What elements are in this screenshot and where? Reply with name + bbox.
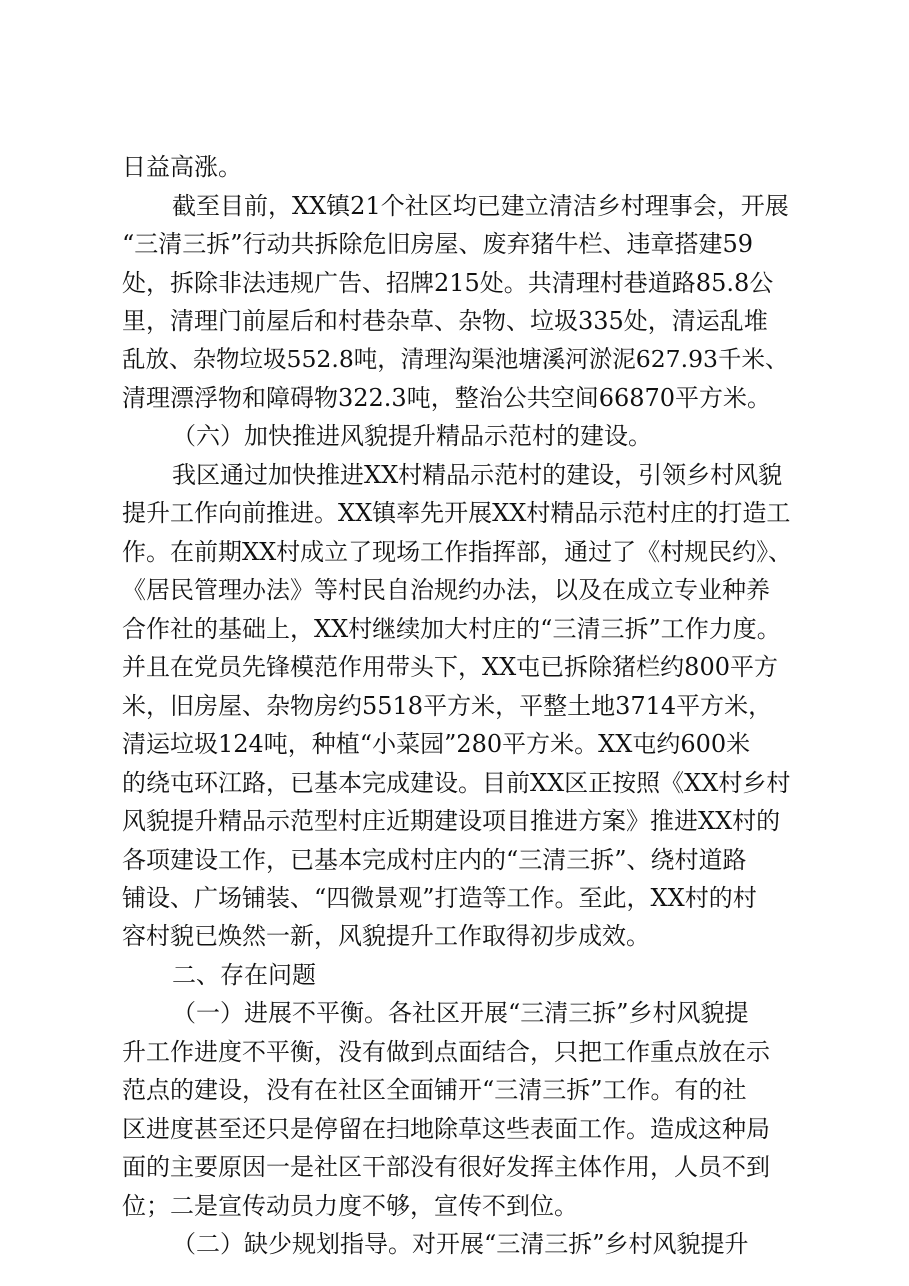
text-line: 提升工作向前推进。XX镇率先开展XX村精品示范村庄的打造工 [122, 499, 791, 527]
text-line: 铺设、广场铺装、“四微景观”打造等工作。至此，XX村的村 [122, 884, 757, 912]
text-line: 米，旧房屋、杂物房约5518平方米，平整土地3714平方米， [122, 692, 773, 720]
text-line: 区进度甚至还只是停留在扫地除草这些表面工作。造成这种局 [122, 1115, 770, 1143]
text-line: 《居民管理办法》等村民自治规约办法，以及在成立专业种养 [122, 576, 770, 604]
text-line: 面的主要原因一是社区干部没有很好发挥主体作用，人员不到 [122, 1153, 770, 1181]
text-line: 升工作进度不平衡，没有做到点面结合，只把工作重点放在示 [122, 1038, 770, 1066]
text-line: 日益高涨。 [122, 153, 242, 181]
text-line: 我区通过加快推进XX村精品示范村的建设，引领乡村风貌 [172, 461, 783, 489]
section-heading: （六）加快推进风貌提升精品示范村的建设。 [172, 422, 652, 450]
text-line: 的绕屯环江路，已基本完成建设。目前XX区正按照《XX村乡村 [122, 769, 791, 797]
text-line: 容村貌已焕然一新，风貌提升工作取得初步成效。 [122, 922, 650, 950]
text-line: 合作社的基础上，XX村继续加大村庄的“三清三拆”工作力度。 [122, 615, 781, 643]
text-line: 清理漂浮物和障碍物322.3吨，整治公共空间66870平方米。 [122, 384, 772, 412]
text-line: （二）缺少规划指导。对开展“三清三拆”乡村风貌提升 [172, 1230, 749, 1258]
text-line: （一）进展不平衡。各社区开展“三清三拆”乡村风貌提 [172, 999, 749, 1027]
text-line: 作。在前期XX村成立了现场工作指挥部，通过了《村规民约》、 [122, 538, 793, 566]
text-line: 各项建设工作，已基本完成村庄内的“三清三拆”、绕村道路 [122, 846, 747, 874]
text-line: 清运垃圾124吨，种植“小菜园”280平方米。XX屯约600米 [122, 730, 751, 758]
text-line: 并且在党员先锋模范作用带头下，XX屯已拆除猪栏约800平方 [122, 653, 778, 681]
text-line: “三清三拆”行动共拆除危旧房屋、废弃猪牛栏、违章搭建59 [122, 230, 754, 258]
text-line: 范点的建设，没有在社区全面铺开“三清三拆”工作。有的社 [122, 1076, 747, 1104]
text-line: 截至目前，XX镇21个社区均已建立清洁乡村理事会，开展 [172, 192, 789, 220]
section-heading: 二、存在问题 [172, 961, 316, 989]
text-line: 乱放、杂物垃圾552.8吨，清理沟渠池塘溪河淤泥627.93千米、 [122, 345, 789, 373]
text-line: 处，拆除非法违规广告、招牌215处。共清理村巷道路85.8公 [122, 269, 774, 297]
text-line: 位；二是宣传动员力度不够，宣传不到位。 [122, 1192, 578, 1220]
text-line: 里，清理门前屋后和村巷杂草、杂物、垃圾335处，清运乱堆 [122, 307, 768, 335]
text-line: 风貌提升精品示范型村庄近期建设项目推进方案》推进XX村的 [122, 807, 781, 835]
